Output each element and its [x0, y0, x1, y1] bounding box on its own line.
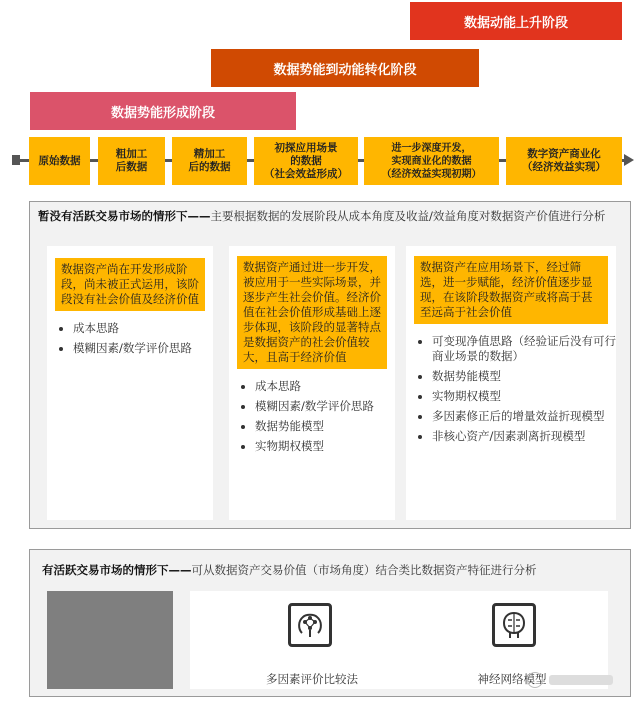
panel-title: 有活跃交易市场的情形下——可从数据资产交易价值（市场角度）结合类比数据资产特征进行分析: [42, 563, 537, 577]
list-item: • 非核心资产/因素剥离折现模型: [432, 429, 616, 444]
stage-banner-potential-formation: 数据势能形成阶段: [30, 92, 296, 130]
timeline-arrow-icon: [624, 154, 634, 166]
panel-no-active-market: [29, 201, 631, 529]
card-highlight: 数据资产通过进一步开发，被应用于一些实际场景，并逐步产生社会价值。经济价值在社会价值形成基础上逐步体现，该阶段的显著特点是数据资产的社会价值较大，且高于经济价值: [237, 256, 387, 369]
method-list: [47, 321, 213, 356]
brain-network-icon: [288, 603, 332, 647]
list-item: • 成本思路: [73, 321, 213, 336]
method-list: [406, 334, 616, 444]
watermark: [527, 669, 617, 691]
stage-card-2: [229, 246, 395, 520]
step-rough-processed: 粗加工 后数据: [98, 137, 165, 185]
panel-title: 暂没有活跃交易市场的情形下——主要根据数据的发展阶段从成本角度及收益/效益角度对数据资产价值进行分析: [38, 209, 606, 223]
stage-banner-potential-to-dynamic: 数据势能到动能转化阶段: [211, 49, 479, 87]
step-initial-application: 初探应用场景 的数据 （社会效益形成）: [254, 137, 358, 185]
timeline-start-cap: [12, 155, 20, 165]
list-item: • 模糊因素/数学评价思路: [73, 341, 213, 356]
list-item: • 实物期权模型: [432, 389, 616, 404]
brain-circuit-icon: [492, 603, 536, 647]
list-item: • 多因素修正后的增量效益折现模型: [432, 409, 616, 424]
list-item: • 数据势能模型: [432, 369, 616, 384]
method-label: 神经网络模型: [477, 672, 547, 686]
step-deep-development: 进一步深度开发， 实现商业化的数据 （经济效益实现初期）: [364, 137, 499, 185]
stage-card-3: [406, 246, 616, 520]
stage-banner-dynamic-rise: 数据动能上升阶段: [410, 2, 622, 40]
list-item: • 模糊因素/数学评价思路: [255, 399, 395, 414]
card-highlight: 数据资产在应用场景下，经过筛选，进一步赋能，经济价值逐步显现，在该阶段数据资产或将高于甚至远高于社会价值: [414, 256, 608, 324]
list-item: • 可变现净值思路（经验证后没有可行商业场景的数据）: [432, 334, 616, 364]
stage-card-1: [47, 246, 213, 520]
list-item: • 成本思路: [255, 379, 395, 394]
method-label: 多因素评价比较法: [266, 672, 358, 686]
card-highlight: 数据资产尚在开发形成阶段，尚未被正式运用，该阶段没有社会价值及经济价值: [55, 258, 205, 311]
watermark-icon: [527, 672, 543, 688]
list-item: • 实物期权模型: [255, 439, 395, 454]
step-fine-processed: 精加工 后的数据: [172, 137, 247, 185]
method-list: [229, 379, 395, 454]
step-raw-data: 原始数据: [29, 137, 90, 185]
list-item: • 数据势能模型: [255, 419, 395, 434]
image-placeholder: [47, 591, 173, 689]
step-commercialization: 数字资产商业化 （经济效益实现）: [506, 137, 622, 185]
